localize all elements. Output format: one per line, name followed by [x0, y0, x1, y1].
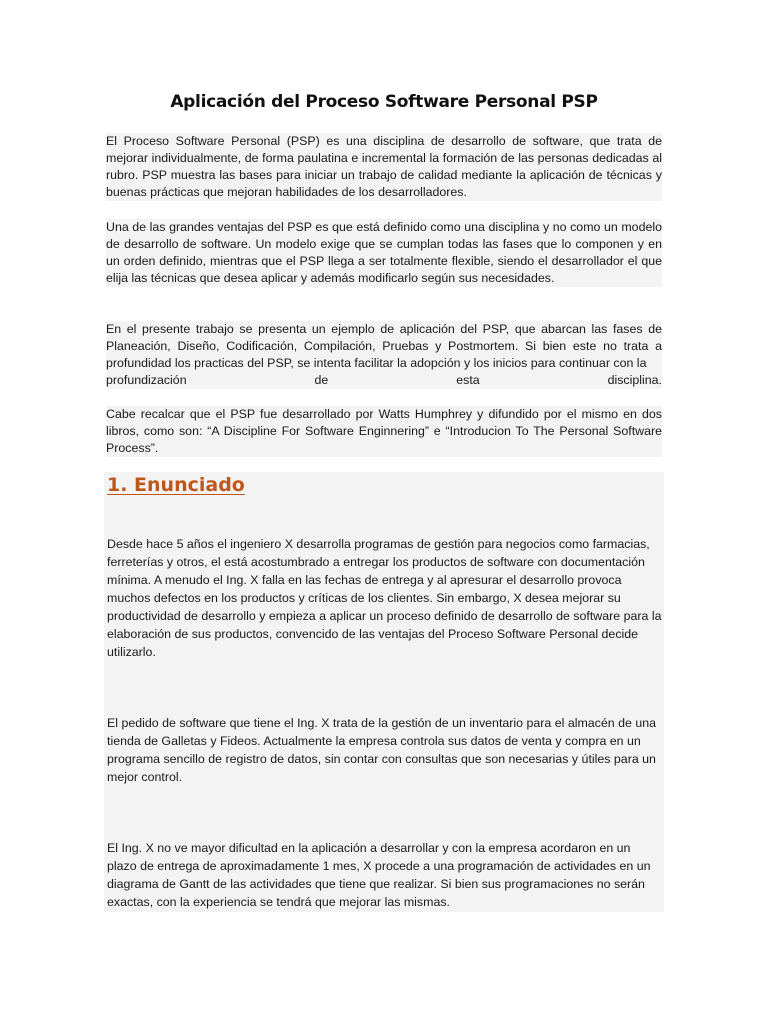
intro-paragraph-2: Una de las grandes ventajas del PSP es que está definido como una disciplina y no como un modelo de desarrollo de software. Un modelo exige que se cumplan todas las fases que lo componen y en un orden definido, mientras que el PSP llega a ser totalmente flexible, siendo el desarrollador el que elija las técnicas que desea aplicar y además modificarlo según sus necesidades. — [106, 220, 662, 285]
intro-paragraph-4: Cabe recalcar que el PSP fue desarrollado por Watts Humphrey y difundido por el mismo en dos libros, como son: “A Discipline For Software Enginnering” e “Introducion To The Personal Software Process”. — [106, 407, 662, 455]
section-paragraph-3: El Ing. X no ve mayor dificultad en la aplicación a desarrollar y con la empresa acordaron en un plazo de entrega de aproximadamente 1 mes, X procede a una programación de actividades en un diagrama de Gantt de las actividades que tiene que realizar. Si bien sus programaciones no serán exactas, con la experiencia se tendrá que mejorar las mismas. — [107, 841, 651, 909]
section-paragraph-1: Desde hace 5 años el ingeniero X desarrolla programas de gestión para negocios como farmacias, ferreterías y otros, el está acostumbrado a entregar los productos de software con documentación mínima. A menudo el Ing. X falla en las fechas de entrega y al apresurar el desarrollo provoca muchos defectos en los productos y críticas de los clientes. Sin embargo, X desea mejorar su productividad de desarrollo y empieza a aplicar un proceso definido de desarrollo de software para la elaboración de sus productos, convencido de las ventajas del Proceso Software Personal decide utilizarlo. — [107, 537, 662, 659]
intro-paragraph-3 — [106, 321, 662, 389]
intro-paragraph-3-body: En el presente trabajo se presenta un ejemplo de aplicación del PSP, que abarcan las fases de Planeación, Diseño, Codificación, Compilación, Pruebas y Postmortem. Si bien este no trata a profundidad los practicas del PSP, se intenta facilitar la adopción y los inicios para continuar con la — [106, 322, 662, 370]
section-paragraph-2: El pedido de software que tiene el Ing. X trata de la gestión de un inventario para el almacén de una tienda de Galletas y Fideos. Actualmente la empresa controla sus datos de venta y compra en un programa sencillo de registro de datos, sin contar con consultas que son necesarias y útiles para un mejor control. — [107, 716, 656, 784]
section-heading: 1. Enunciado — [107, 474, 245, 496]
intro-paragraph-3-last-line: profundización de esta disciplina. — [106, 373, 662, 387]
document-title: Aplicación del Proceso Software Personal PSP — [170, 92, 598, 112]
intro-paragraph-1: El Proceso Software Personal (PSP) es una disciplina de desarrollo de software, que trata de mejorar individualmente, de forma paulatina e incremental la formación de las personas dedicadas al rubro. PSP muestra las bases para iniciar un trabajo de calidad mediante la aplicación de técnicas y buenas prácticas que mejoran habilidades de los desarrolladores. — [106, 134, 662, 199]
